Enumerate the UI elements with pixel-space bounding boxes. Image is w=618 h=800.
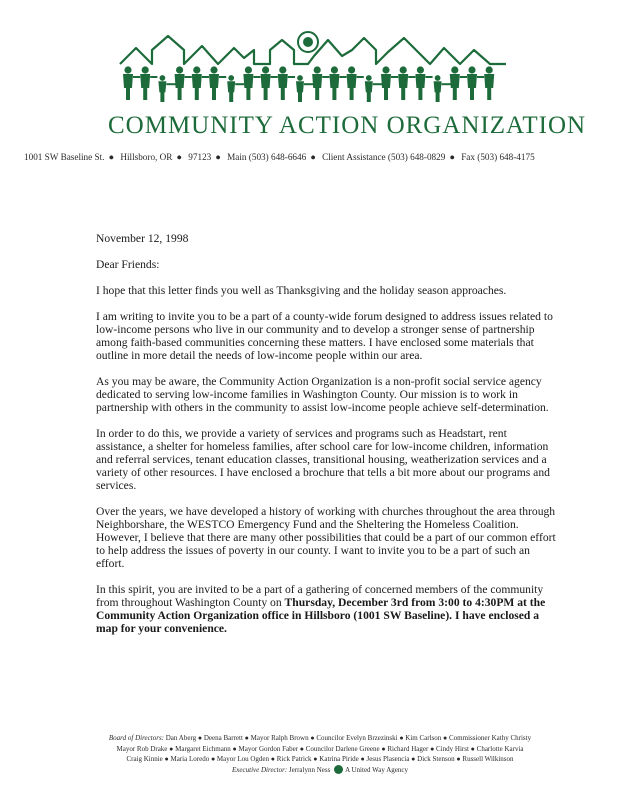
paragraph-2: I am writing to invite you to be a part of a county-wide forum designed to address issues related to low-income persons who live in our community and to develop a stronger sense of partnership among faith-based communities concerning these matters. I have enclosed some materials that outline in more detail the needs of low-income people within our area. [96, 310, 553, 362]
paragraph-3: As you may be aware, the Community Action Organization is a non-profit social service agency dedicated to serving low-income families in Washington County. Our mission is to work in partnership with others in the community to assist low-income people achieve self-determination. [96, 375, 549, 414]
board-members-2: Mayor Rob Drake ● Margaret Eichmann ● Mayor Gordon Faber ● Councilor Darlene Greene ● Richard Hager ● Cindy Hirst ● Charlotte Karvia [116, 744, 524, 753]
zip-code: 97123 [188, 152, 212, 162]
paragraph-5: Over the years, we have developed a history of working with churches throughout the area through Neighborshare, the WESTCO Emergency Fund and the Sheltering the Homeless Coalition. However, I believe that there are many other possibilities that could be a part of our common effort to help address the issues of poverty in our county. I want to invite you to be a part of such an effort. [96, 505, 556, 570]
director-label: Executive Director: [232, 765, 288, 774]
board-footer [40, 733, 600, 775]
board-line-1 [40, 733, 600, 744]
contact-line: 1001 SW Baseline St. ● Hillsboro, OR ● 97123 ● Main (503) 648-6646 ● Client Assistance (503) 648-0829 ● Fax (503) 648-4175 [24, 152, 535, 162]
director-name: Jerralynn Ness [288, 765, 331, 774]
main-phone: Main (503) 648-6646 [227, 152, 307, 162]
paragraph-6-intro: In this spirit, you are invited to be a part of a gathering of concerned members of the community from throughout Washington County on [96, 583, 544, 609]
board-label: Board of Directors: [108, 734, 164, 742]
paragraph-6 [96, 583, 556, 635]
agency-label: A United Way Agency [345, 765, 408, 774]
city-state: Hillsboro, OR [120, 152, 173, 162]
united-way-icon [334, 765, 343, 774]
client-assistance-phone: Client Assistance (503) 648-0829 [322, 152, 446, 162]
paragraph-4: In order to do this, we provide a variety of services and programs such as Headstart, rent assistance, a shelter for homeless families, after school care for low-income children, information and referral services, tenant education classes, transitional housing, weatherization services and a variety of other resources. I have enclosed a brochure that tells a bit more about our programs and services. [96, 427, 550, 492]
organization-name: COMMUNITY ACTION ORGANIZATION [108, 112, 587, 139]
board-members-3: Craig Kinnie ● Maria Loredo ● Mayor Lou Ogden ● Rick Patrick ● Katrina Piride ● Jesus Plasencia ● Dick Stenson ● Russell Wilkinson [126, 755, 514, 763]
fax-number: Fax (503) 648-4175 [461, 152, 535, 162]
paragraph-1: I hope that this letter finds you well as Thanksgiving and the holiday season approaches. [96, 284, 507, 297]
community-people-logo [118, 20, 508, 112]
board-members-1: Dan Aberg ● Deena Barrett ● Mayor Ralph Brown ● Councilor Evelyn Brzezinski ● Kim Carlson ● Commissioner Kathy Christy [165, 734, 532, 742]
street-address: 1001 SW Baseline St. [24, 152, 105, 162]
letter-body [96, 232, 556, 648]
salutation: Dear Friends: [96, 258, 160, 271]
letter-date: November 12, 1998 [96, 232, 189, 245]
event-details: Thursday, December 3rd from 3:00 to 4:30PM at the Community Action Organization office in Hillsboro (1001 SW Baseline). I have enclosed a map for your convenience. [96, 596, 546, 635]
director-line [40, 765, 600, 776]
